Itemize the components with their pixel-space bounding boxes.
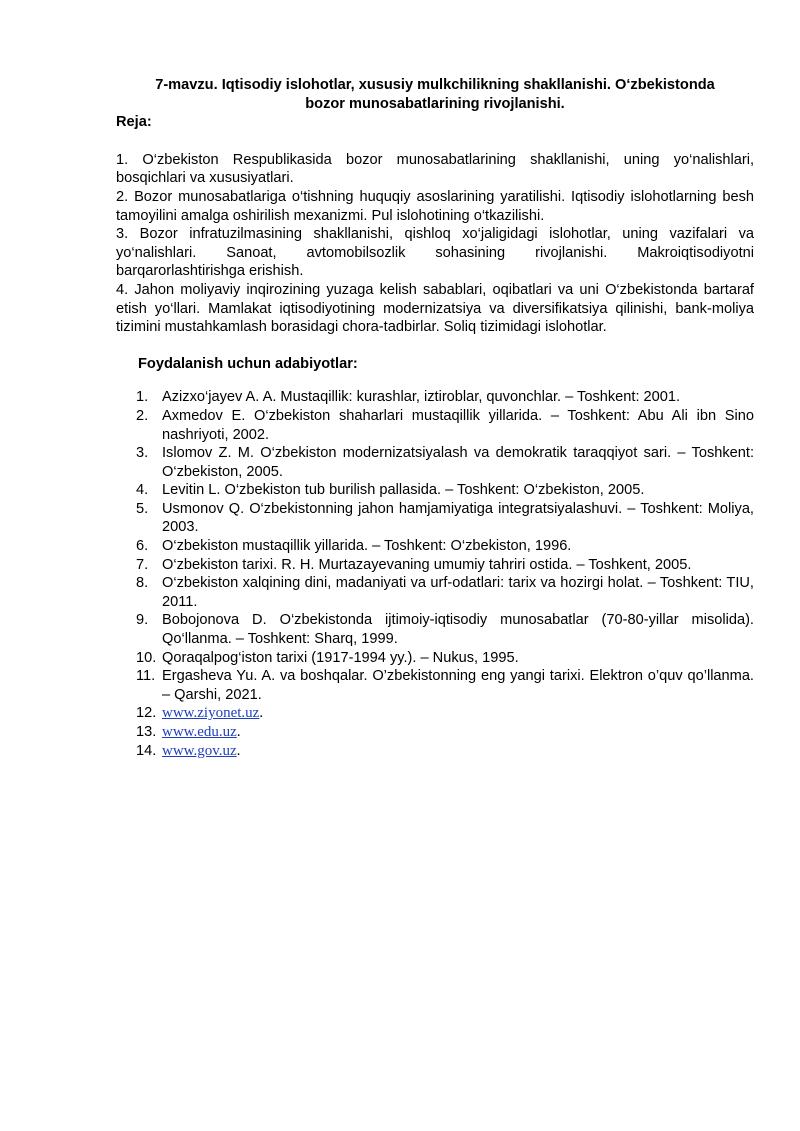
reference-text: O‘zbekiston mustaqillik yillarida. – Toshkent: O‘zbekiston, 1996. [162, 538, 572, 555]
reference-number: 7. [136, 556, 149, 573]
reference-item [116, 723, 754, 742]
reference-item [116, 704, 754, 723]
reference-number: 3. [136, 445, 149, 462]
topic-title-line-1: 7-mavzu. Iqtisodiy islohotlar, xususiy mulkchilikning shakllanishi. O‘zbekistonda [155, 77, 715, 93]
link-ziyonet[interactable]: www.ziyonet.uz [162, 705, 260, 722]
plan-heading: Reja: [116, 114, 152, 131]
plan-item-2: 2. Bozor munosabatlariga o‘tishning huquqiy asoslarining yaratilishi. Iqtisodiy islohotlarning besh tamoyilini amalga oshirilish mexanizmi. Pul islohotining o‘tkazilishi. [116, 188, 754, 224]
reference-number: 4. [136, 482, 149, 499]
reference-number: 5. [136, 500, 149, 517]
reference-item [116, 611, 754, 648]
reference-text: Qoraqalpog‘iston tarixi (1917-1994 yy.). – Nukus, 1995. [162, 649, 519, 666]
references-list [116, 388, 754, 760]
reference-number: 6. [136, 538, 149, 555]
reference-number: 13. [136, 724, 157, 740]
reference-item [116, 574, 754, 611]
reference-text: Ergasheva Yu. A. va boshqalar. O’zbekistonning eng yangi tarixi. Elektron o’quv qo’llanma. – Qarshi, 2021. [162, 668, 754, 703]
reference-item [116, 742, 754, 761]
plan-list [116, 151, 754, 337]
link-suffix: . [236, 724, 241, 740]
topic-title-line-2: bozor munosabatlarining rivojlanishi. [305, 95, 565, 112]
document-page [116, 76, 754, 760]
reference-number: 12. [136, 705, 157, 722]
reference-number: 11. [136, 668, 156, 685]
reference-item [116, 481, 754, 500]
reference-text: Bobojonova D. O‘zbekistonda ijtimoiy-iqtisodiy munosabatlar (70-80-yillar misolida). Qo‘llanma. – Toshkent: Sharq, 1999. [162, 612, 754, 648]
link-suffix: . [236, 742, 241, 759]
plan-item-1: 1. O‘zbekiston Respublikasida bozor munosabatlarining shakllanishi, uning yo‘nalishlari, bosqichlari va xususiyatlari. [116, 151, 754, 187]
reference-number: 14. [136, 742, 157, 759]
plan-item-3: 3. Bozor infratuzilmasining shakllanishi, qishloq xo‘jaligidagi islohotlar, uning vazifalari va yo‘nalishlari. Sanoat, avtomobilsozlik sohasining rivojlanishi. Makroiqtisodiyotni barqarorlashtirishga erishish. [116, 226, 754, 280]
reference-item [116, 407, 754, 444]
reference-item [116, 537, 754, 556]
reference-text: Axmedov E. O‘zbekiston shaharlari mustaqillik yillarida. – Toshkent: Abu Ali ibn Sino nashriyoti, 2002. [162, 407, 754, 443]
link-edu[interactable]: www.edu.uz [162, 724, 237, 740]
reference-item [116, 667, 754, 704]
reference-number: 8. [136, 575, 149, 592]
reference-item [116, 444, 754, 481]
link-suffix: . [259, 705, 263, 722]
plan-item-4: 4. Jahon moliyaviy inqirozining yuzaga kelish sabablari, oqibatlari va uni O‘zbekistonda bartaraf etish yo‘llari. Mamlakat iqtisodiyotining modernizatsiya va diversifikatsiya qilinishi, bank-moliya tizimini mustahkamlash borasidagi chora-tadbirlar. Soliq tizimidagi islohotlar. [116, 281, 754, 336]
link-gov[interactable]: www.gov.uz [162, 742, 237, 759]
reference-number: 2. [136, 407, 149, 424]
reference-text: Azizxo‘jayev A. A. Mustaqillik: kurashlar, iztiroblar, quvonchlar. – Toshkent: 2001. [162, 389, 681, 406]
reference-number: 10. [136, 649, 157, 666]
reference-text: O‘zbekiston xalqining dini, madaniyati va urf-odatlari: tarix va hozirgi holat. – Toshkent: TIU, 2011. [162, 575, 754, 610]
reference-number: 9. [136, 612, 149, 629]
references-heading: Foydalanish uchun adabiyotlar: [138, 355, 358, 372]
reference-text: Usmonov Q. O‘zbekistonning jahon hamjamiyatiga integratsiyalashuvi. – Toshkent: Moliya, 2003. [162, 500, 754, 536]
reference-number: 1. [136, 389, 149, 406]
reference-text: Islomov Z. M. O‘zbekiston modernizatsiyalash va demokratik taraqqiyot sari. – Toshkent: O‘zbekiston, 2005. [162, 445, 754, 480]
reference-item [116, 649, 754, 668]
reference-text: Levitin L. O‘zbekiston tub burilish pallasida. – Toshkent: O‘zbekiston, 2005. [162, 482, 645, 499]
reference-item [116, 500, 754, 537]
reference-item [116, 388, 754, 407]
reference-text: O‘zbekiston tarixi. R. H. Murtazayevaning umumiy tahriri ostida. – Toshkent, 2005. [162, 556, 692, 573]
reference-item [116, 556, 754, 575]
